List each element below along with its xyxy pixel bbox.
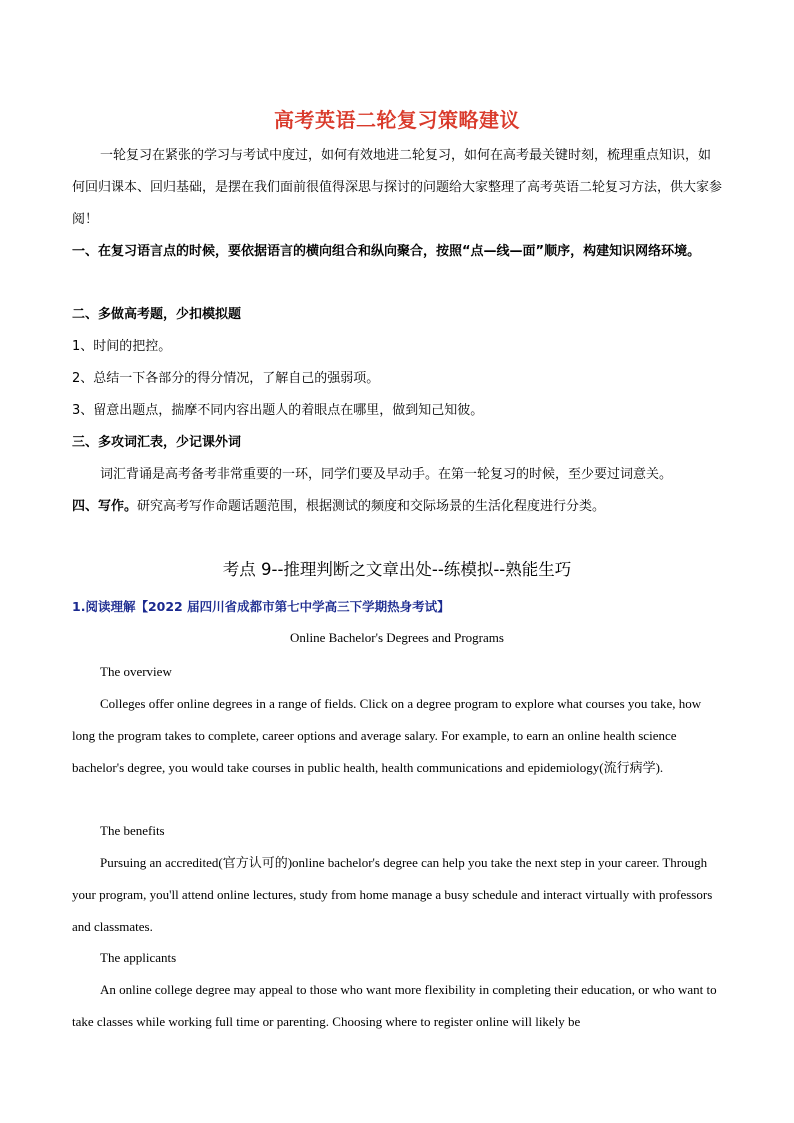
- section-1-heading: 一、在复习语言点的时候，要依据语言的横向组合和纵向聚合，按照“点—线—面”顺序，构建知识网络环境。: [72, 244, 701, 259]
- list-item: 2、总结一下各部分的得分情况，了解自己的强弱项。: [72, 371, 380, 386]
- applicants-heading: The applicants: [100, 950, 177, 965]
- benefits-heading: The benefits: [100, 823, 165, 838]
- section-3-heading: 三、多攻词汇表，少记课外词: [72, 435, 242, 450]
- list-item: 3、留意出题点，揣摩不同内容出题人的着眼点在哪里，做到知己知彼。: [72, 403, 484, 418]
- section-3-text: 词汇背诵是高考备考非常重要的一环，同学们要及早动手。在第一轮复习的时候，至少要过词意关。: [100, 467, 673, 482]
- question-label: 1.阅读理解【2022 届四川省成都市第七中学高三下学期热身考试】: [72, 599, 450, 614]
- section-4-paragraph: [72, 491, 722, 523]
- page-title: 高考英语二轮复习策略建议: [274, 108, 520, 132]
- passage-title: Online Bachelor's Degrees and Programs: [290, 630, 504, 645]
- overview-paragraph: Colleges offer online degrees in a range of fields. Click on a degree program to explore what courses you take, how long the program takes to complete, career options and average salary. For example, to earn an online health science bachelor's degree, you would take courses in public health, health communications and epidemiology(流行病学).: [72, 696, 702, 775]
- section-4-heading: 四、写作。: [72, 499, 138, 514]
- applicants-paragraph: An online college degree may appeal to those who want more flexibility in completing their education, or who want to take classes while working full time or parenting. Choosing where to register online will likely be: [72, 982, 717, 1029]
- section-2-heading: 二、多做高考题，少扣模拟题: [72, 307, 242, 322]
- benefits-paragraph: Pursuing an accredited(官方认可的)online bachelor's degree can help you take the next step in your career. Through your program, you'll attend online lectures, study from home manage a busy schedule and interact virtually with professors and classmates.: [72, 855, 713, 934]
- list-item: 1、时间的把控。: [72, 339, 172, 354]
- section-4-text: 研究高考写作命题话题范围，根据测试的频度和交际场景的生活化程度进行分类。: [137, 499, 606, 514]
- intro-paragraph: 一轮复习在紧张的学习与考试中度过，如何有效地进二轮复习，如何在高考最关键时刻，梳理重点知识，如何回归课本、回归基础，是摆在我们面前很值得深思与探讨的问题给大家整理了高考英语二轮复习方法，供大家参阅！: [72, 148, 723, 227]
- overview-heading: The overview: [100, 664, 172, 679]
- exam-point-title: 考点 9--推理判断之文章出处--练模拟--熟能生巧: [222, 560, 572, 579]
